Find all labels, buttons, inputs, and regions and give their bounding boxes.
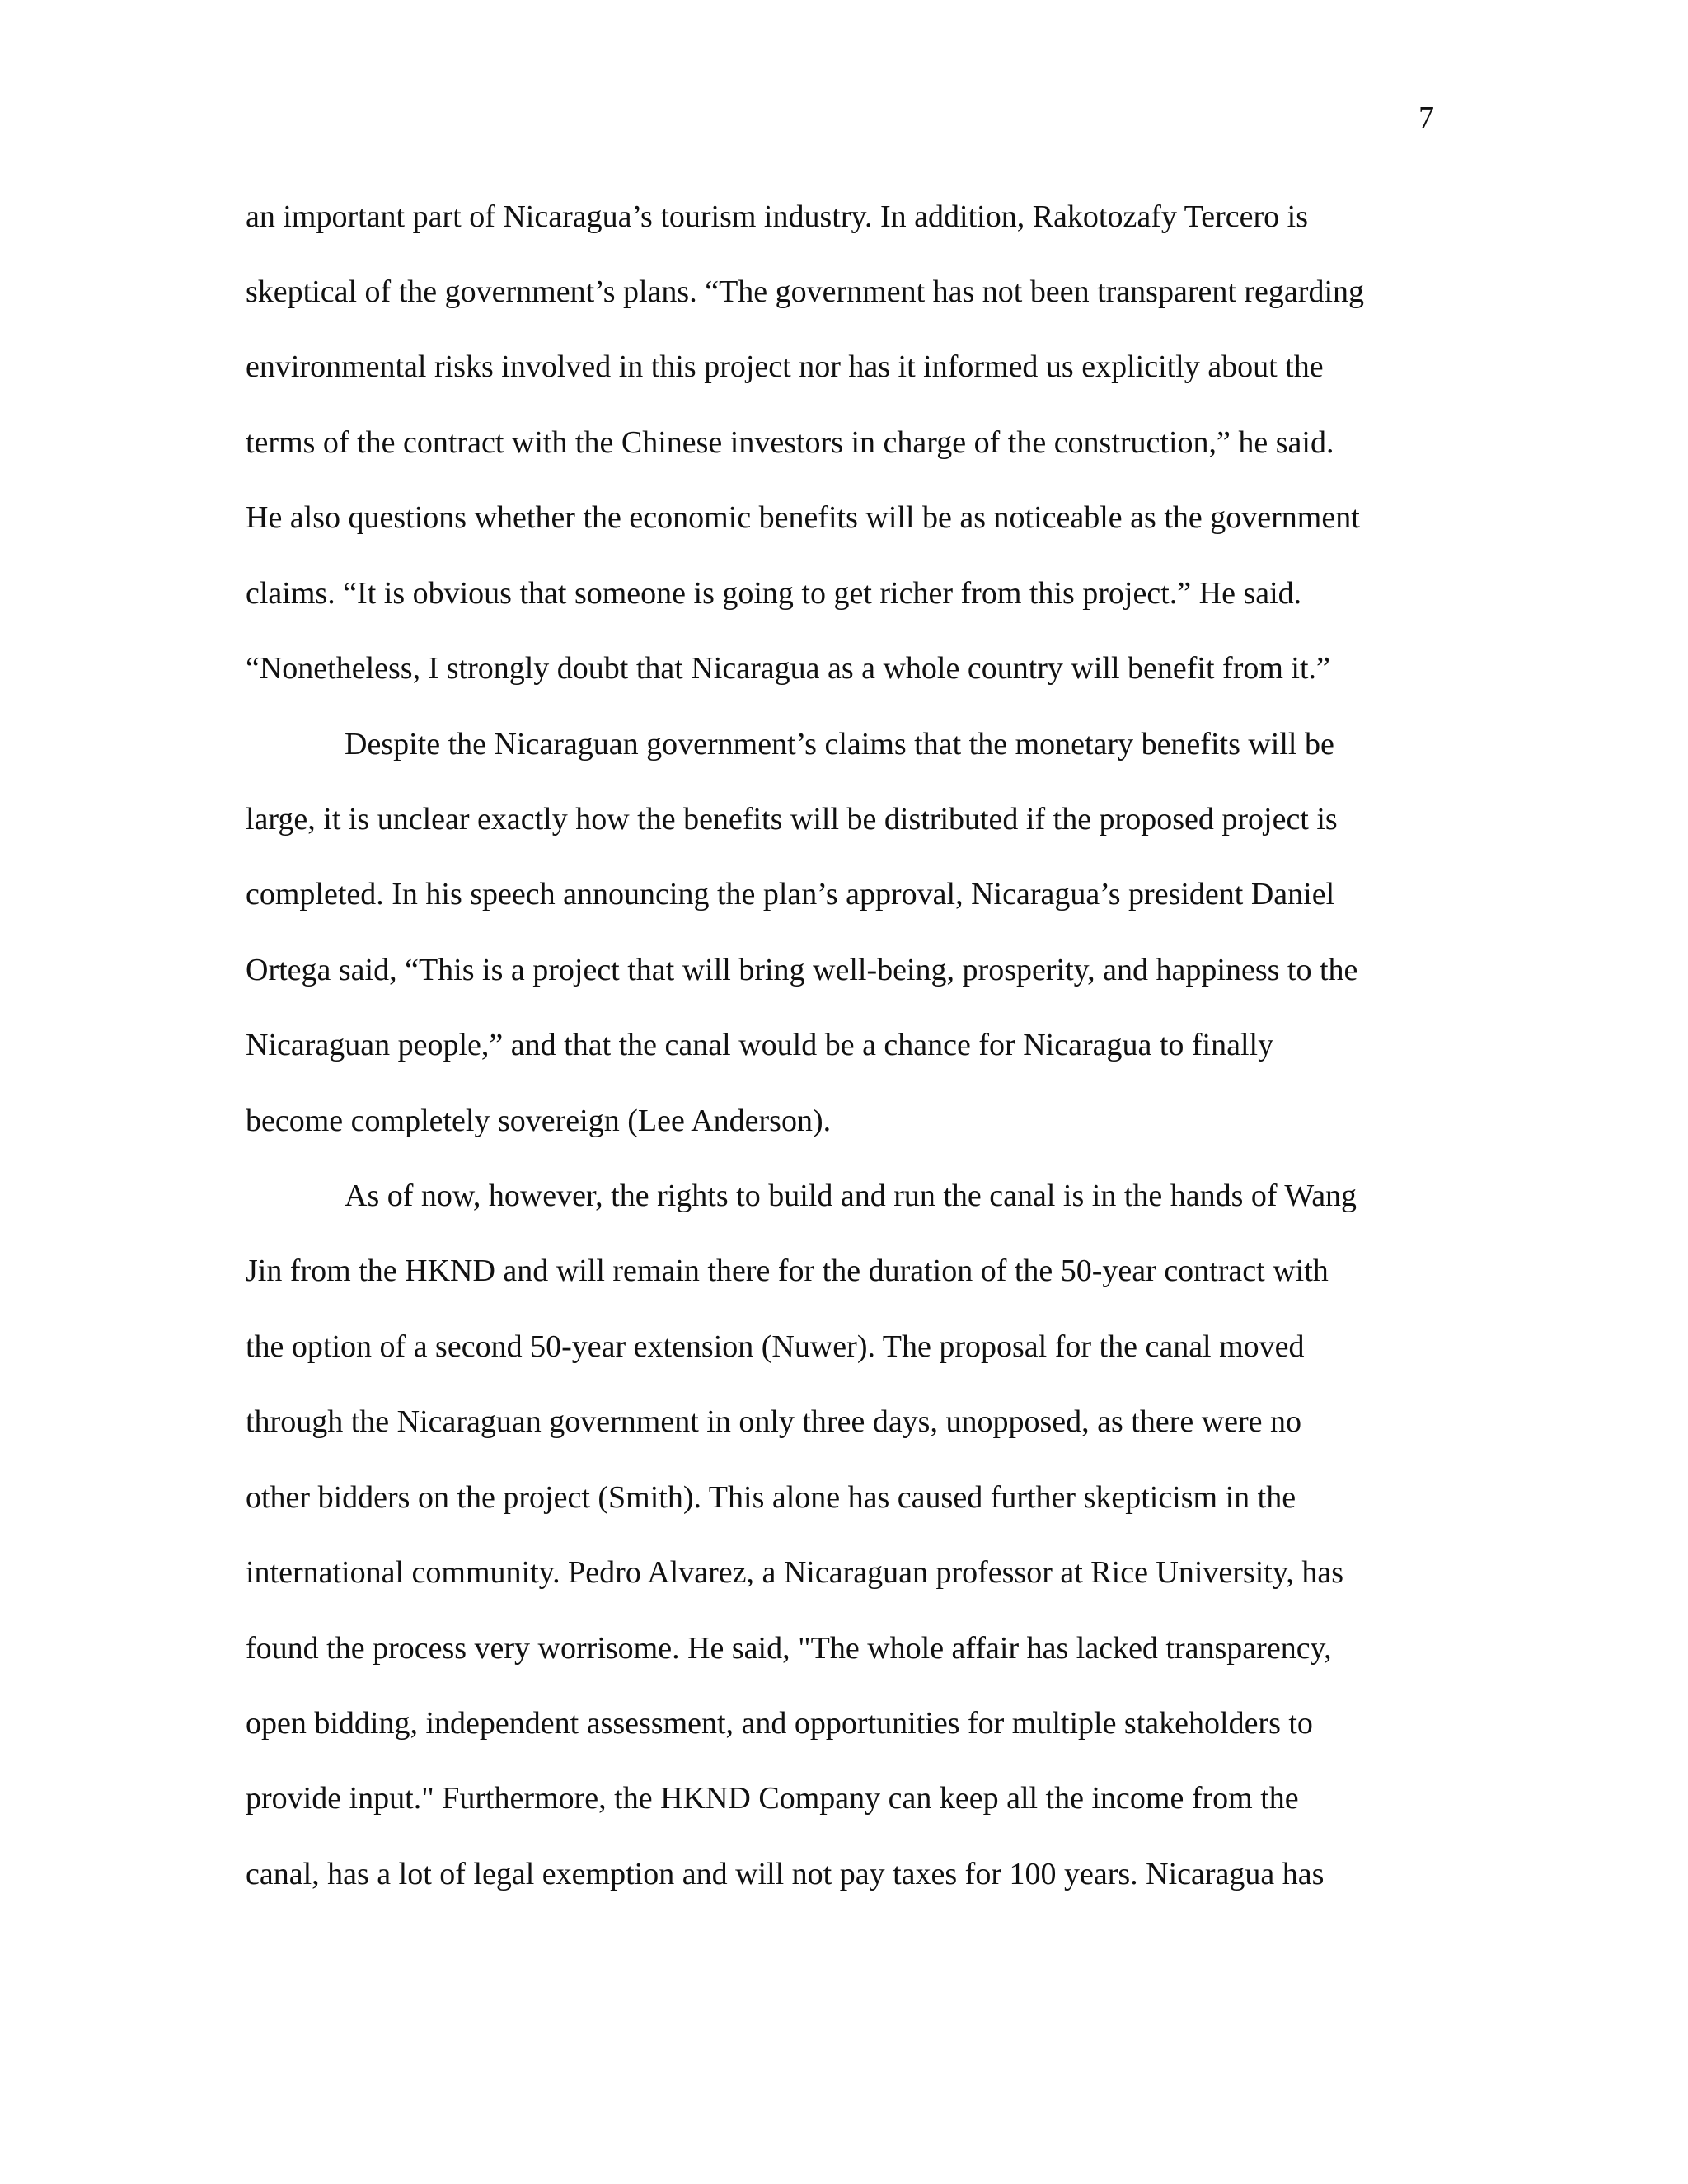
text-line: Nicaraguan people,” and that the canal would be a chance for Nicaragua to finally	[246, 1028, 1274, 1062]
text-line: large, it is unclear exactly how the benefits will be distributed if the proposed project is	[246, 802, 1338, 837]
text-line: As of now, however, the rights to build and run the canal is in the hands of Wang	[345, 1179, 1357, 1213]
text-line: provide input." Furthermore, the HKND Company can keep all the income from the	[246, 1781, 1299, 1816]
text-line: skeptical of the government’s plans. “The government has not been transparent regarding	[246, 274, 1364, 309]
text-line: claims. “It is obvious that someone is going to get richer from this project.” He said.	[246, 576, 1302, 611]
text-line: He also questions whether the economic benefits will be as noticeable as the government	[246, 500, 1360, 535]
text-line: the option of a second 50-year extension (Nuwer). The proposal for the canal moved	[246, 1329, 1305, 1364]
text-line: international community. Pedro Alvarez, a Nicaraguan professor at Rice University, has	[246, 1555, 1344, 1590]
text-line: an important part of Nicaragua’s tourism industry. In addition, Rakotozafy Tercero is	[246, 199, 1308, 234]
text-line: Despite the Nicaraguan government’s claims that the monetary benefits will be	[345, 727, 1334, 762]
text-line: Jin from the HKND and will remain there for the duration of the 50-year contract with	[246, 1254, 1329, 1288]
text-line: completed. In his speech announcing the plan’s approval, Nicaragua’s president Daniel	[246, 877, 1335, 912]
text-line: Ortega said, “This is a project that will bring well-being, prosperity, and happiness to the	[246, 953, 1358, 987]
text-line: through the Nicaraguan government in only three days, unopposed, as there were no	[246, 1404, 1302, 1439]
text-line: terms of the contract with the Chinese investors in charge of the construction,” he said.	[246, 425, 1334, 460]
text-line: environmental risks involved in this project nor has it informed us explicitly about the	[246, 349, 1324, 384]
text-line: other bidders on the project (Smith). This alone has caused further skepticism in the	[246, 1480, 1296, 1515]
page-number: 7	[1418, 101, 1434, 135]
text-line: found the process very worrisome. He said, "The whole affair has lacked transparency,	[246, 1631, 1332, 1666]
text-line: become completely sovereign (Lee Anderson).	[246, 1104, 832, 1138]
text-line: canal, has a lot of legal exemption and will not pay taxes for 100 years. Nicaragua has	[246, 1857, 1325, 1891]
text-line: “Nonetheless, I strongly doubt that Nicaragua as a whole country will benefit from it.”	[246, 651, 1330, 686]
text-line: open bidding, independent assessment, and opportunities for multiple stakeholders to	[246, 1706, 1313, 1741]
